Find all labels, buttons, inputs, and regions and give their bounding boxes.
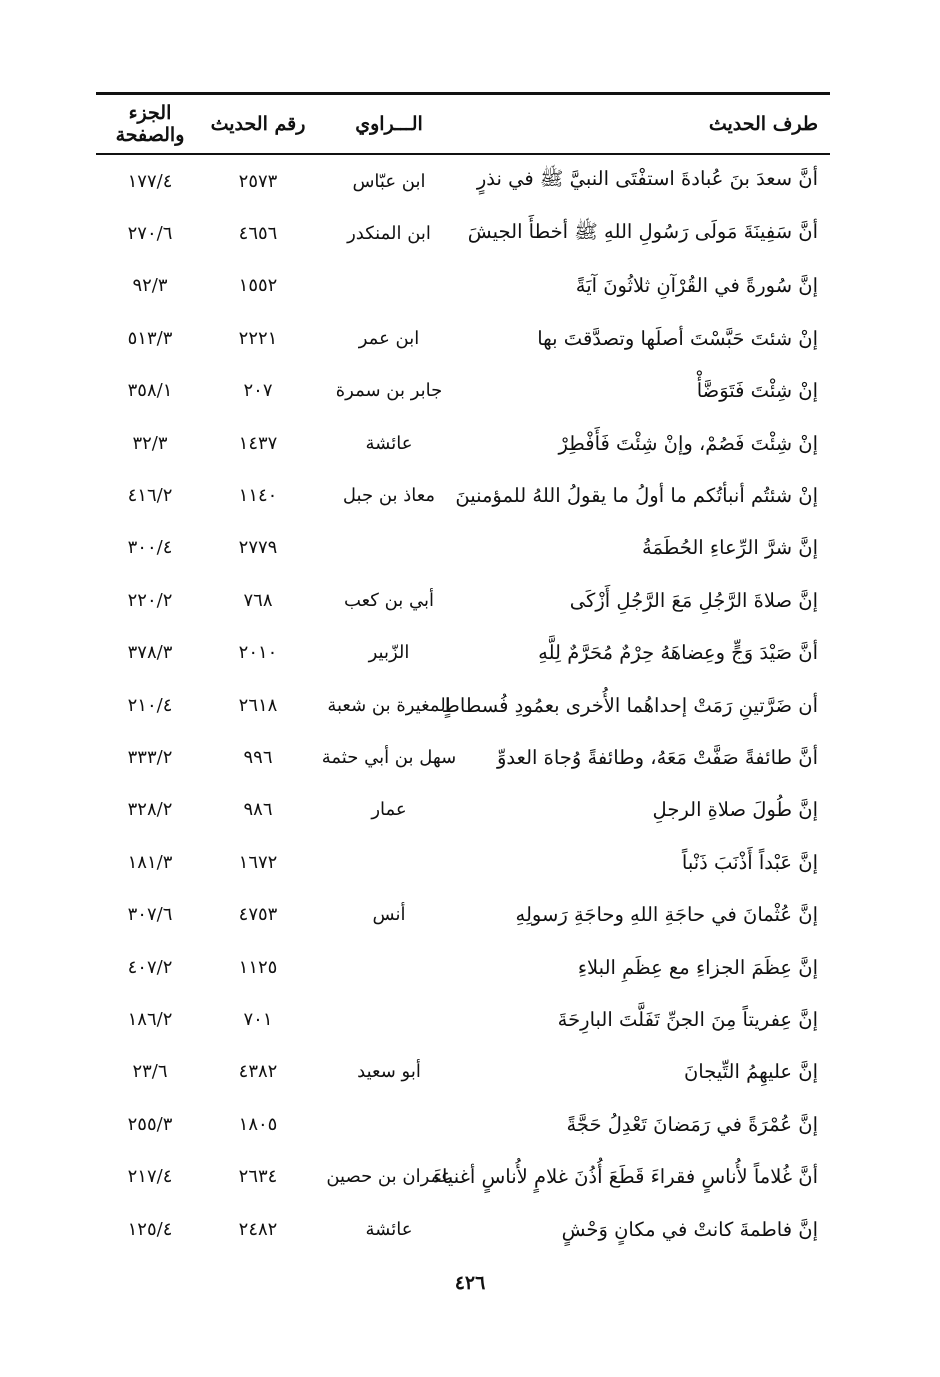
- index-table: [96, 92, 830, 1255]
- table-header: [96, 95, 830, 153]
- narrator: أبو سعيد: [357, 1061, 421, 1083]
- table-row: [96, 679, 830, 731]
- hadith-text: إنْ شئتَ حَبَّسْتَ أصلَها وتصدَّقتَ بها: [537, 326, 818, 350]
- hadith-number: ١٤٣٧: [238, 432, 278, 454]
- hadith-number: ٤٧٥٣: [238, 904, 278, 926]
- hadith-number: ٩٩٦: [243, 746, 273, 768]
- hadith-number: ٢٦٣٤: [238, 1166, 278, 1188]
- table-row: [96, 627, 830, 679]
- table-body: [96, 155, 830, 1255]
- narrator: عائشة: [365, 432, 413, 454]
- hadith-number: ٢٢٢١: [238, 327, 278, 349]
- volume-page: ١٨٦/٢: [127, 1008, 173, 1030]
- hadith-text: أنَّ طائفةً صَفَّتْ مَعَهُ، وطائفةً وُجاهَ العدوِّ: [497, 745, 818, 769]
- table-row: [96, 365, 830, 417]
- narrator: ابن عبّاس: [352, 170, 426, 192]
- narrator: المغيرة بن شعبة: [327, 694, 451, 716]
- hadith-text: إنَّ فاطمةَ كانتْ في مكانٍ وَحْشٍ: [561, 1217, 818, 1241]
- hadith-text: إنَّ عليهِمُ التِّيجانَ: [683, 1060, 818, 1084]
- volume-page: ١٧٧/٤: [127, 170, 173, 192]
- hadith-number: ٢٠١٠: [238, 642, 278, 664]
- hadith-text: إنَّ طُولَ صلاةِ الرجلِ: [652, 798, 818, 822]
- hadith-number: ٢٤٨٢: [238, 1218, 278, 1240]
- hadith-number: ٢٥٧٣: [238, 170, 278, 192]
- table-row: [96, 522, 830, 574]
- hadith-text: إنْ شِئْتَ فَتَوَضَّأْ: [696, 379, 818, 403]
- narrator: جابر بن سمرة: [335, 380, 443, 402]
- table-row: [96, 731, 830, 783]
- narrator: ابن المنكدر: [347, 223, 431, 245]
- volume-page: ٢٧٠/٦: [127, 223, 173, 245]
- hadith-text: أن ضَرَّتينِ رَمَتْ إحداهُما الأُخرى بعمُودِ فُسطاطٍ: [441, 693, 818, 717]
- table-row: [96, 1046, 830, 1098]
- table-row: [96, 312, 830, 364]
- table-row: [96, 836, 830, 888]
- hadith-number: ٤٣٨٢: [238, 1061, 278, 1083]
- hadith-text: إنْ شئتُم أنبأتُكم ما أولُ ما يقولُ اللهُ للمؤمنينَ: [455, 484, 818, 508]
- hadith-text: إنَّ شرَّ الرِّعاءِ الحُطَمَةُ: [642, 536, 818, 560]
- hadith-number: ٧٦٨: [243, 589, 273, 611]
- hadith-text: أنَّ سعدَ بنَ عُبادةَ استفْتَى النبيَّ ﷺ في نذرٍ: [476, 167, 818, 191]
- volume-page: ٤٠٧/٢: [127, 956, 173, 978]
- volume-page: ٢٣/٦: [132, 1061, 168, 1083]
- header-number: رقم الحديث: [210, 113, 306, 135]
- narrator: عمار: [371, 799, 407, 821]
- header-location: الجزء والصفحة: [115, 102, 185, 146]
- table-row: [96, 469, 830, 521]
- hadith-number: ١٦٧٢: [238, 851, 278, 873]
- narrator: أنس: [372, 904, 406, 926]
- hadith-text: أنَّ غُلاماً لأُناسٍ فقراءَ قَطَعَ أُذُنَ غلامٍ لأُناسٍ أغنياءَ: [432, 1165, 818, 1189]
- volume-page: ٢١٧/٤: [127, 1166, 173, 1188]
- narrator: أبي بن كعب: [343, 589, 435, 611]
- volume-page: ٩٢/٣: [132, 275, 168, 297]
- hadith-text: إنَّ صلاةَ الرَّجُلِ مَعَ الرَّجُلِ أَزْكَى: [569, 588, 818, 612]
- narrator: سهل بن أبي حثمة: [321, 746, 457, 768]
- table-row: [96, 993, 830, 1045]
- narrator: الزّبير: [368, 642, 410, 664]
- hadith-text: إنَّ عِفريتاً مِنَ الجنِّ تَفَلَّتَ البارِحَةَ: [557, 1007, 818, 1031]
- volume-page: ٣٢٨/٢: [127, 799, 173, 821]
- header-hadith: طرف الحديث: [708, 113, 818, 135]
- volume-page: ٣٣٣/٢: [127, 746, 173, 768]
- hadith-number: ٧٠١: [243, 1008, 273, 1030]
- table-row: [96, 417, 830, 469]
- narrator: معاذ بن جبل: [342, 485, 436, 507]
- table-row: [96, 155, 830, 207]
- hadith-number: ١٥٥٢: [238, 275, 278, 297]
- volume-page: ١٢٥/٤: [127, 1218, 173, 1240]
- hadith-number: ١١٤٠: [238, 485, 278, 507]
- volume-page: ٣٥٨/١: [127, 380, 173, 402]
- table-row: [96, 1203, 830, 1255]
- hadith-number: ٢٠٧: [243, 380, 273, 402]
- table-row: [96, 1150, 830, 1202]
- volume-page: ٥١٣/٣: [127, 327, 173, 349]
- hadith-number: ١١٢٥: [238, 956, 278, 978]
- narrator: عائشة: [365, 1218, 413, 1240]
- page-number: ٤٢٦: [454, 1272, 486, 1294]
- volume-page: ٣٧٨/٣: [127, 642, 173, 664]
- volume-page: ٣٢/٣: [132, 432, 168, 454]
- volume-page: ١٨١/٣: [127, 851, 173, 873]
- hadith-number: ١٨٠٥: [238, 1113, 278, 1135]
- table-row: [96, 1098, 830, 1150]
- hadith-text: إنَّ عِظَمَ الجزاءِ مع عِظَمِ البلاءِ: [577, 955, 818, 979]
- hadith-text: إنَّ عَبْداً أَذْنَبَ ذَنْباً: [681, 850, 818, 874]
- table-row: [96, 941, 830, 993]
- volume-page: ٣٠٧/٦: [127, 904, 173, 926]
- table-row: [96, 260, 830, 312]
- hadith-text: إنَّ عُمْرَةً في رَمَضانَ تَعْدِلُ حَجَّةً: [566, 1112, 818, 1136]
- table-row: [96, 207, 830, 259]
- narrator: ابن عمر: [358, 327, 420, 349]
- hadith-number: ٢٧٧٩: [238, 537, 278, 559]
- hadith-text: إنْ شِئْتَ فَصُمْ، وإنْ شِئْتَ فَأَفْطِرْ: [558, 431, 818, 455]
- volume-page: ٢١٠/٤: [127, 694, 173, 716]
- hadith-text: إنَّ عُثْمانَ في حاجَةِ اللهِ وحاجَةِ رَسولِهِ: [515, 903, 818, 927]
- volume-page: ٤١٦/٢: [127, 485, 173, 507]
- table-row: [96, 888, 830, 940]
- hadith-text: أنَّ صَيْدَ وَجٍّ وعِضاهَهُ حِرْمٌ مُحَرَّمٌ لِلَّهِ: [538, 641, 818, 665]
- header-rawi: الـــراوي: [355, 113, 423, 135]
- hadith-number: ٢٦١٨: [238, 694, 278, 716]
- hadith-text: إنَّ سُورةً في القُرْآنِ ثلاثُونَ آيَةً: [575, 274, 818, 298]
- volume-page: ٢٢٠/٢: [127, 589, 173, 611]
- volume-page: ٢٥٥/٣: [127, 1113, 173, 1135]
- table-row: [96, 784, 830, 836]
- table-row: [96, 574, 830, 626]
- narrator: عمران بن حصين: [326, 1166, 452, 1188]
- volume-page: ٣٠٠/٤: [127, 537, 173, 559]
- hadith-number: ٩٨٦: [243, 799, 273, 821]
- hadith-number: ٤٦٥٦: [238, 223, 278, 245]
- hadith-text: أنَّ سَفِينَةَ مَولَى رَسُولِ اللهِ ﷺ أخطأَ الجيشَ: [467, 219, 818, 243]
